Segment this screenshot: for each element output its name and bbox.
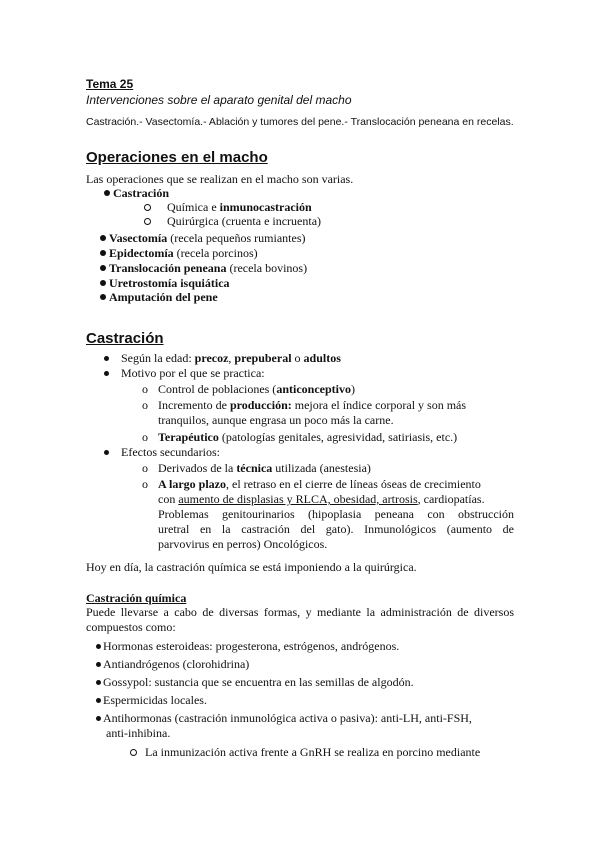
bullet-icon	[104, 450, 109, 455]
sublist-item-gnrh: La inmunización activa frente a GnRH se realiza en porcino mediante	[130, 745, 480, 759]
item-incremento: Incremento de producción: mejora el índice corporal y son más	[158, 398, 467, 412]
bullet-icon	[96, 698, 101, 703]
topic-title: Tema 25	[86, 77, 134, 91]
bullet-icon	[100, 294, 106, 300]
item-largo-plazo-line5: parvovirus en perros) Oncológicos.	[158, 537, 328, 551]
marker-o: o	[142, 398, 148, 412]
item-largo-plazo-line1: A largo plazo, el retraso en el cierre de líneas óseas de crecimiento	[158, 477, 481, 491]
list-item-antihormonas: Antihormonas (castración inmunológica activa o pasiva): anti-LH, anti-FSH,	[96, 711, 472, 725]
bullet-icon	[100, 235, 106, 241]
topic-subtitle: Intervenciones sobre el aparato genital del macho	[86, 93, 352, 107]
list-item-quirurgica: Quirúrgica (cruenta e incruenta)	[144, 214, 321, 228]
marker-o: o	[142, 461, 148, 475]
list-item-edad: Según la edad: precoz, prepuberal o adultos	[104, 351, 341, 365]
item-terapeutico: Terapéutico (patologías genitales, agresividad, satiriasis, etc.)	[158, 430, 458, 444]
bullet-icon	[104, 371, 109, 376]
item-derivados: Derivados de la técnica utilizada (anestesia)	[158, 461, 371, 475]
circle-bullet-icon	[144, 218, 151, 225]
list-item-efectos: Efectos secundarios:	[104, 445, 220, 459]
item-largo-plazo-line2: con aumento de displasias y RLCA, obesidad, artrosis, cardiopatías.	[158, 492, 485, 506]
bullet-icon	[100, 250, 106, 256]
bullet-icon	[100, 265, 106, 271]
operaciones-intro: Las operaciones que se realizan en el macho son varias.	[86, 172, 354, 186]
list-item-quimica: Química e inmunocastración	[144, 200, 312, 214]
item-incremento-line2: tranquilos, aunque engrasa un poco más la carne.	[158, 413, 394, 427]
bullet-icon	[104, 356, 109, 361]
heading-castracion-quimica: Castración química	[86, 591, 187, 605]
list-item-antiandrogenos: Antiandrógenos (clorohidrina)	[96, 657, 249, 671]
heading-operaciones: Operaciones en el macho	[86, 149, 268, 166]
heading-castracion: Castración	[86, 330, 164, 347]
item-control-poblaciones: Control de poblaciones (anticonceptivo)	[158, 382, 355, 396]
list-item-amputacion: Amputación del pene	[100, 290, 218, 304]
marker-o: o	[142, 430, 148, 444]
circle-bullet-icon	[144, 204, 151, 211]
list-item-castracion: Castración	[104, 186, 169, 200]
list-item-gossypol: Gossypol: sustancia que se encuentra en las semillas de algodón.	[96, 675, 414, 689]
item-largo-plazo-line4: uretral en la castración del gato). Inmunológicos (aumento de	[158, 522, 514, 536]
topic-summary: Castración.- Vasectomía.- Ablación y tumores del pene.- Translocación peneana en recelas.	[86, 116, 514, 128]
quimica-intro: Puede llevarse a cabo de diversas formas, y mediante la administración de diversos compuestos como:	[86, 605, 514, 634]
item-largo-plazo-line3: Problemas genitourinarios (hipoplasia peneana con obstrucción	[158, 507, 514, 521]
list-item-antihormonas-line2: anti-inhibina.	[106, 726, 171, 740]
list-item-vasectomia: Vasectomía (recela pequeños rumiantes)	[100, 231, 306, 245]
marker-o: o	[142, 382, 148, 396]
list-item-epidectomia: Epidectomía (recela porcinos)	[100, 246, 258, 260]
list-item-uretrostomia: Uretrostomía isquiática	[100, 276, 230, 290]
list-item-motivo: Motivo por el que se practica:	[104, 366, 265, 380]
bullet-icon	[100, 280, 106, 286]
bullet-icon	[96, 662, 101, 667]
bullet-icon	[96, 716, 101, 721]
circle-bullet-icon	[130, 749, 137, 756]
marker-o: o	[142, 477, 148, 491]
bullet-icon	[96, 644, 101, 649]
list-item-translocacion: Translocación peneana (recela bovinos)	[100, 261, 307, 275]
list-item-espermicidas: Espermicidas locales.	[96, 693, 207, 707]
paragraph-hoy: Hoy en día, la castración química se está imponiendo a la quirúrgica.	[86, 560, 417, 574]
bullet-icon	[104, 190, 110, 196]
list-item-hormonas: Hormonas esteroideas: progesterona, estrógenos, andrógenos.	[96, 639, 399, 653]
bullet-icon	[96, 680, 101, 685]
